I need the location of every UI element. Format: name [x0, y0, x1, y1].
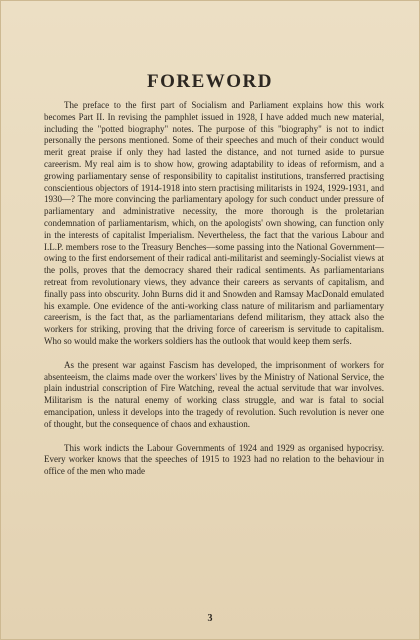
body-text — [44, 100, 384, 478]
page-number: 3 — [207, 613, 213, 624]
paragraph-2: As the present war against Fascism has developed, the imprisonment of workers for absenteeism, the claims made over the workers' lives by the Ministry of National Service, the plain industrial conscription of Fire Watching, reveal the actual servitude that war involves. Militarism is the natural enemy of working class struggle, and war is fatal to social emancipation, unless it develops into the tragedy of revolution. Such revolution is never one of thought, but the consequence of chaos and exhaustion. — [44, 359, 384, 429]
paragraph-1: The preface to the first part of Socialism and Parliament explains how this work becomes Part II. In revising the pamphlet issued in 1928, I have added much new material, including the "potted biography" notes. The purpose of this "biography" is not to indict personally the persons mentioned. Some of their speeches and much of their conduct would merit great praise if only they had lasted the distance, and not turned aside to pursue careerism. My real aim is to show how, growing adaptability to ideas of reformism, and a growing parliamentary sense of responsibility to capitalist institutions, transferred practising conscientious objectors of 1914-1918 into stern practising militarists in 1924, 1929-1931, and 1930—? The more convincing the parliamentary apology for such conduct under pressure of parliamentary and administrative necessity, the more thorough is the proletarian condemnation of parliamentarism, which, on the apologists' own showing, can function only in the interests of capitalist Imperialism. Nevertheless, the fact that the various Labour and I.L.P. members rose to the Treasury Benches—some passing into the National Government—owing to the first endorsement of their radical anti-militarist and seemingly-Socialist views at the polls, proves that the democracy shared their radical sentiments. As parliamentarians retreat from revolutionary views, they advance their careers as servants of capitalism, and finally pass into obscurity. John Burns did it and Snowden and Ramsay MacDonald emulated his example. One evidence of the anti-working class nature of militarism and parliamentary careerism, is the fact that, as the parliamentarians defend militarism, they attack also the workers for striking, proving that the driving force of careerism is servitude to capitalism. Who so would make the workers soldiers has the outlook that would keep them serfs. — [44, 100, 384, 346]
page-title: FOREWORD — [147, 71, 273, 92]
paragraph-3: This work indicts the Labour Governments of 1924 and 1929 as organised hypocrisy. Every worker knows that the speeches of 1915 to 1923 had no relation to the behaviour in office of the men who made — [44, 442, 384, 477]
